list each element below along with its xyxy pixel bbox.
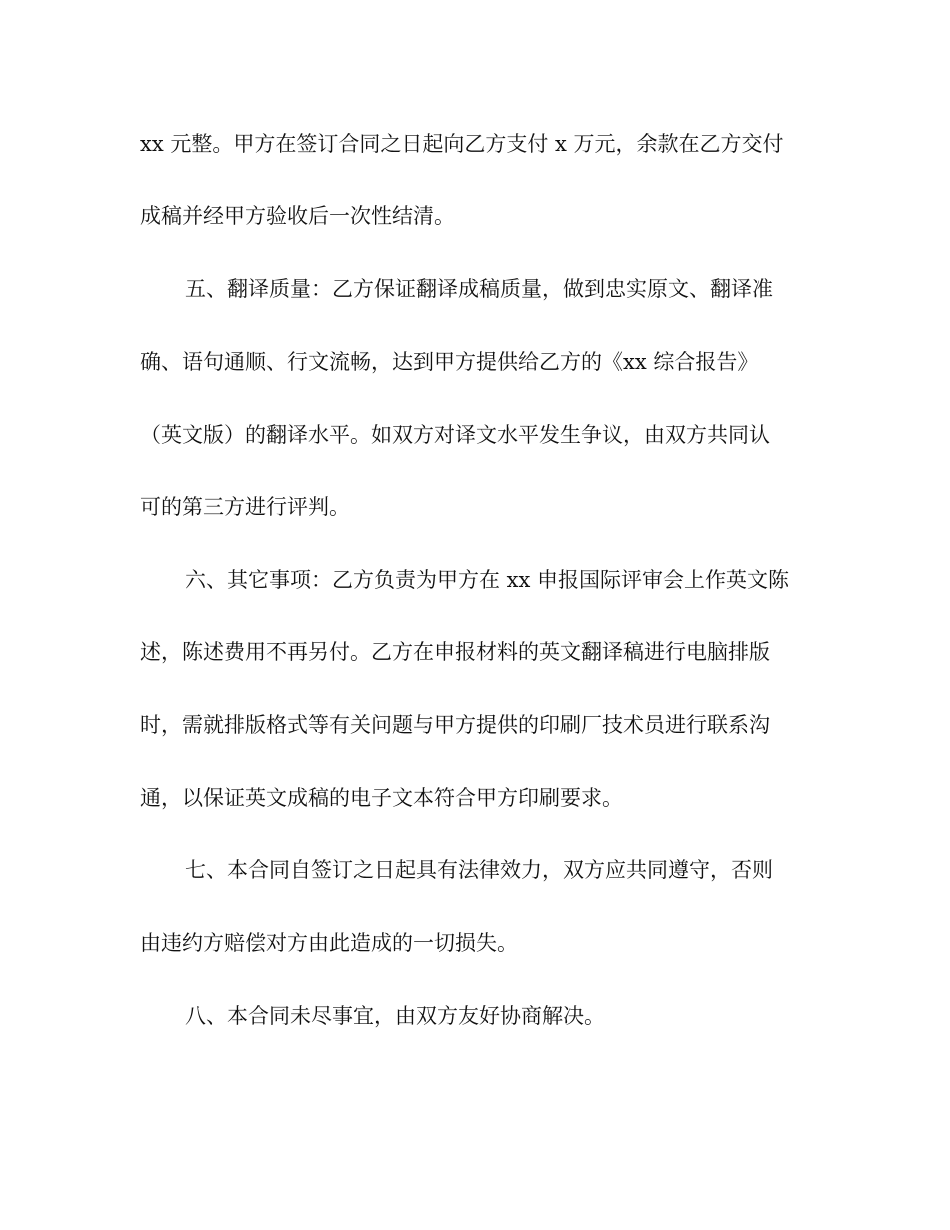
text-line: 确、语句通顺、行文流畅，达到甲方提供给乙方的《xx 综合报告》	[140, 350, 759, 374]
text-line: 可的第三方进行评判。	[140, 495, 350, 519]
text-line: 述，陈述费用不再另付。乙方在申报材料的英文翻译稿进行电脑排版	[140, 640, 770, 664]
clause-heading-5: 五、翻译质量：乙方保证翻译成稿质量，做到忠实原文、翻译准	[185, 277, 773, 301]
clause-heading-7: 七、本合同自签订之日起具有法律效力，双方应共同遵守，否则	[185, 858, 773, 882]
clause-heading-6: 六、其它事项：乙方负责为甲方在 xx 申报国际评审会上作英文陈	[185, 568, 790, 592]
text-line: （英文版）的翻译水平。如双方对译文水平发生争议，由双方共同认	[140, 423, 770, 447]
text-line: xx 元整。甲方在签订合同之日起向乙方支付 x 万元，余款在乙方交付	[140, 132, 784, 156]
text-line: 通，以保证英文成稿的电子文本符合甲方印刷要求。	[140, 786, 623, 810]
text-line: 成稿并经甲方验收后一次性结清。	[140, 204, 455, 228]
clause-heading-8: 八、本合同未尽事宜，由双方友好协商解决。	[185, 1004, 605, 1028]
text-line: 时，需就排版格式等有关问题与甲方提供的印刷厂技术员进行联系沟	[140, 713, 770, 737]
text-line: 由违约方赔偿对方由此造成的一切损失。	[140, 931, 518, 955]
